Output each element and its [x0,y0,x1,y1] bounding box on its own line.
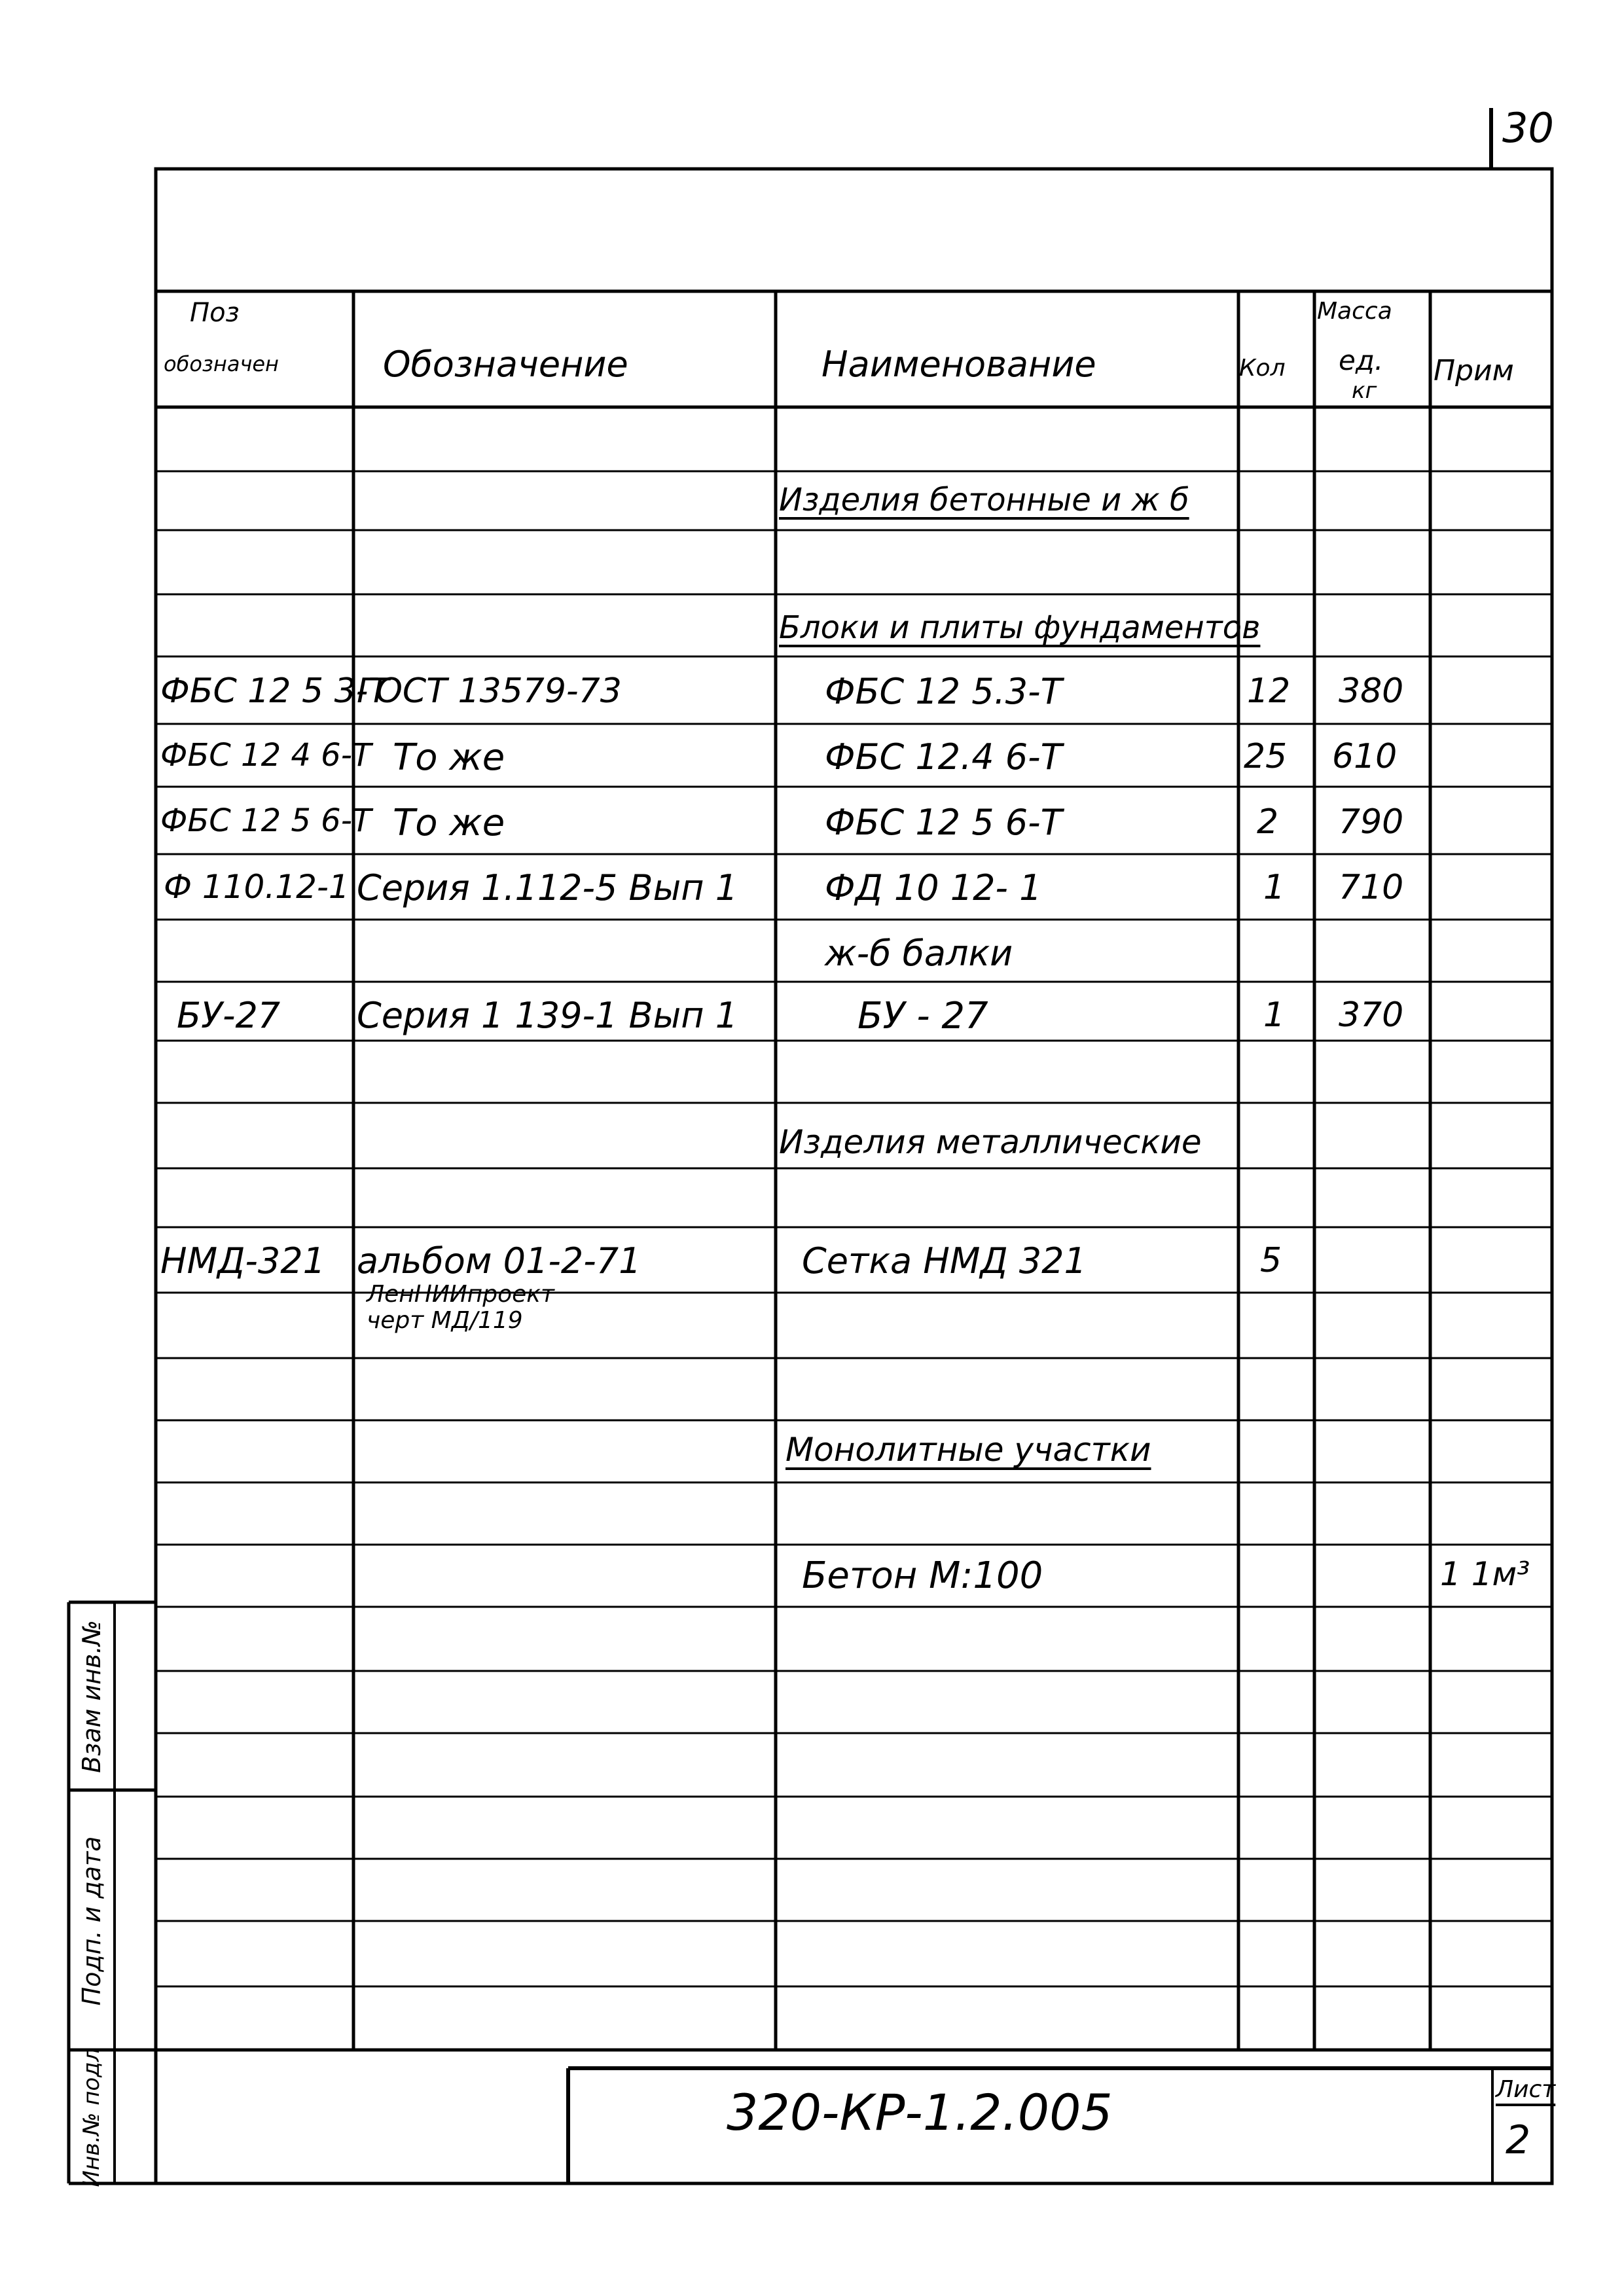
row-fbs1246-mass: 610 [1332,737,1398,776]
header-name: Наименование [821,344,1096,385]
row-fbs1246-designation: То же [393,736,505,779]
row-bu27-name: БУ - 27 [857,995,988,1037]
row-fbs1253-name: ФБС 12 5.3-Т [825,671,1062,712]
row-fbs1256-name: ФБС 12 5 6-Т [825,802,1062,843]
row-fbs1256-designation: То же [393,802,505,844]
page-number: 30 [1502,104,1554,152]
row-nmd321-designation: альбом 01-2-71 [357,1240,641,1282]
row-fbs1253-mass: 380 [1339,672,1404,711]
header-mass-line3: кг [1352,378,1377,404]
row-fbs1256-mass: 790 [1339,802,1404,842]
header-pos-line1: Поз [190,298,240,328]
row-fbs1253-qty: 12 [1247,672,1291,711]
header-note: Прим [1434,354,1514,387]
section-monolithic: Монолитные участки [785,1431,1151,1469]
row-f11012-mass: 710 [1339,868,1404,907]
row-bu27-qty: 1 [1263,996,1286,1035]
row-nmd321-pos: НМД-321 [160,1240,325,1282]
section-foundation-blocks: Блоки и плиты фундаментов [779,609,1261,646]
row-f11012-qty: 1 [1263,868,1286,907]
grid-lines [69,169,1552,2183]
row-f11012-designation: Серия 1.112-5 Вып 1 [357,867,738,908]
row-fbs1253-pos: ФБС 12 5 3-Т [160,672,389,711]
section-concrete-products: Изделия бетонные и ж б [779,482,1189,518]
row-concrete-name: Бетон М:100 [802,1554,1043,1597]
doc-code: 320-КР-1.2.005 [727,2083,1113,2142]
header-pos-line2: обозначен [164,351,279,376]
row-bu27-mass: 370 [1339,996,1404,1035]
row-f11012-pos: Ф 110.12-1 [164,868,350,906]
row-nmd321-name: Сетка НМД 321 [802,1240,1087,1282]
row-bu27-pos: БУ-27 [177,995,281,1036]
row-fbs1256-qty: 2 [1257,802,1279,842]
header-mass-line1: Масса [1317,298,1392,325]
stamp-inv-podl: Инв.№ подл [79,2047,105,2187]
stamp-vzam-inv: Взам инв.№ [77,1620,106,1773]
row-nmd321-designation-extra1: ЛенНИИпроект [367,1281,554,1308]
row-f11012-name: ФД 10 12- 1 [825,867,1042,908]
row-fbs1246-qty: 25 [1244,737,1288,776]
sheet-label: Лист [1496,2076,1556,2103]
row-fbs1246-name: ФБС 12.4 6-Т [825,736,1062,778]
row-fbs1246-pos: ФБС 12 4 6-Т [160,737,372,774]
header-qty: Кол [1239,355,1286,382]
row-fbs1253-designation: ГОСТ 13579-73 [357,672,622,711]
subsection-rc-beams: ж-б балки [825,933,1013,974]
section-metal-products: Изделия металлические [779,1123,1202,1161]
stamp-podp-data: Подп. и дата [77,1836,106,2006]
row-nmd321-designation-extra2: черт МД/119 [367,1307,523,1334]
header-mass-line2: ед. [1339,344,1384,376]
row-fbs1256-pos: ФБС 12 5 6-Т [160,802,372,839]
sheet-number: 2 [1506,2117,1531,2163]
header-designation: Обозначение [383,344,628,385]
row-bu27-designation: Серия 1 139-1 Вып 1 [357,995,738,1036]
row-nmd321-qty: 5 [1260,1241,1282,1280]
row-concrete-note: 1 1м³ [1440,1555,1530,1593]
